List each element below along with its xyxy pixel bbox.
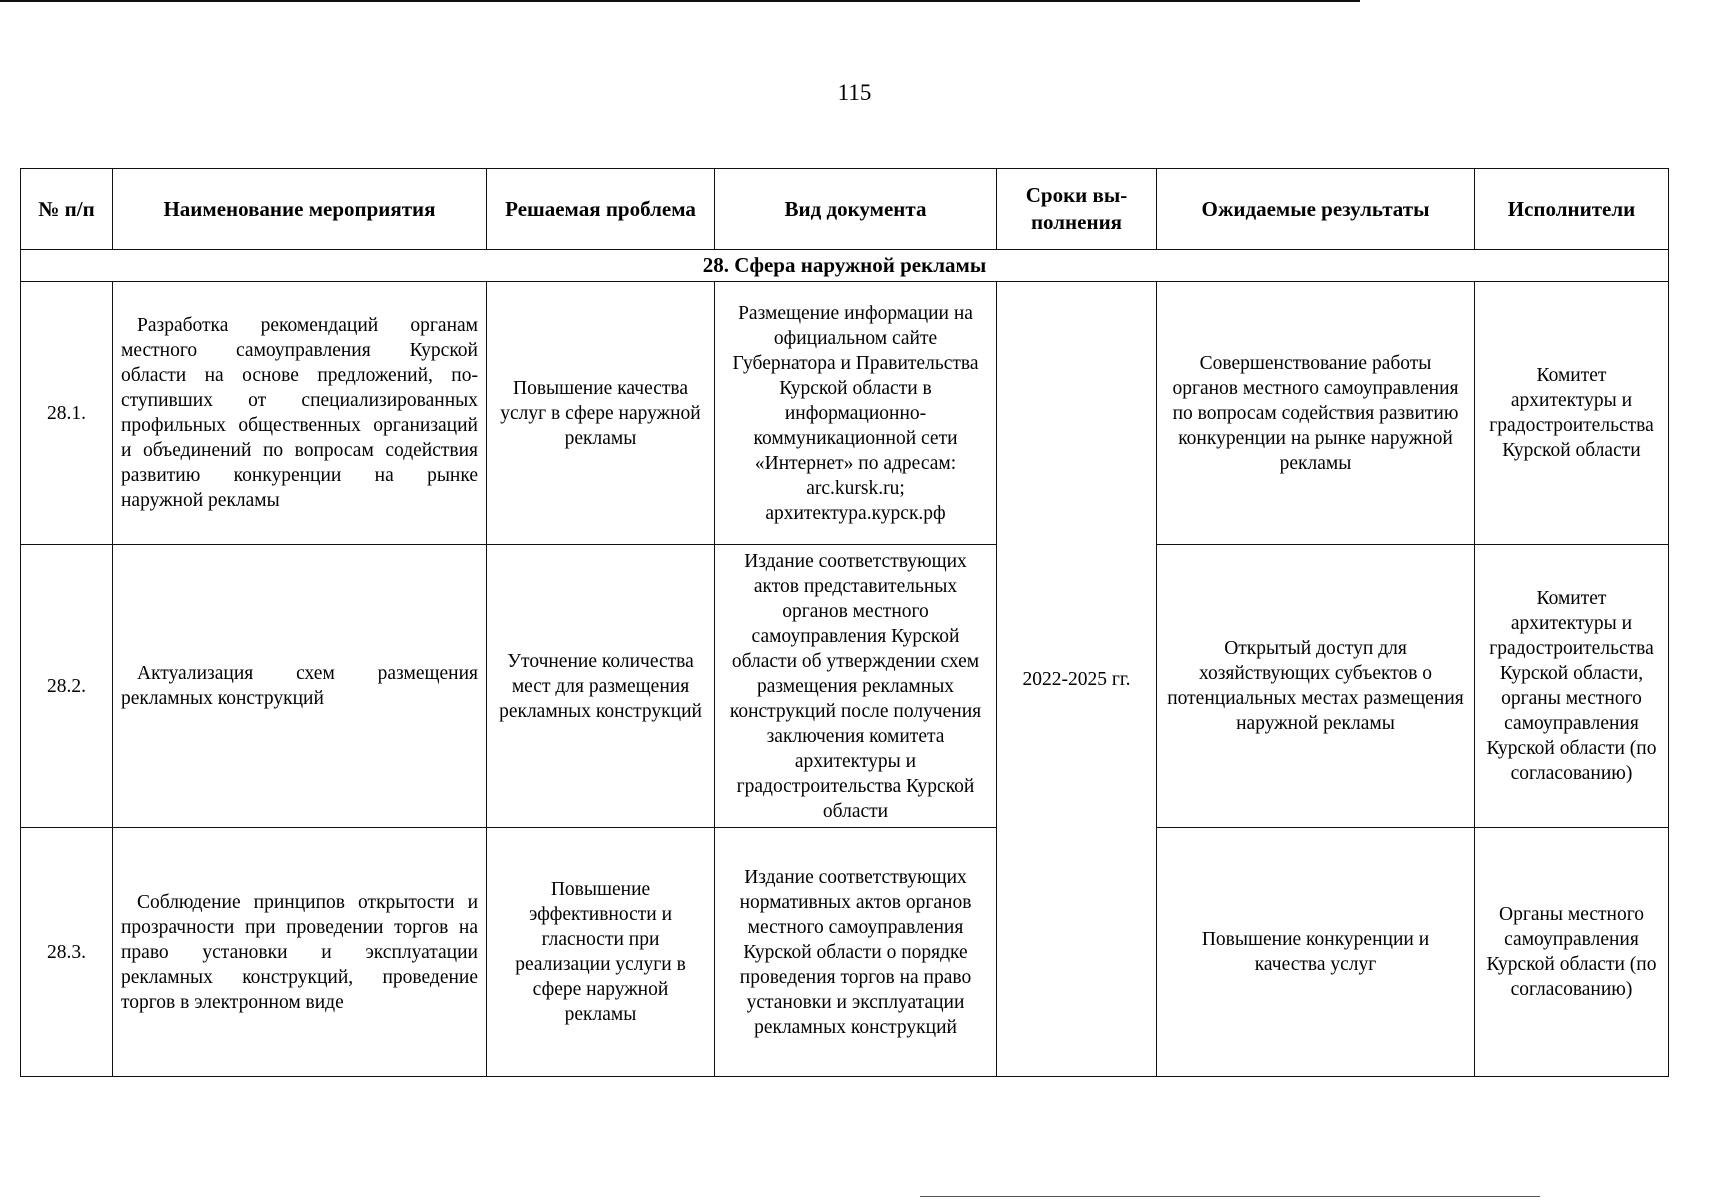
table-row xyxy=(21,282,1669,545)
executor-cell: Комитет архитектуры и градостроительства Курской области xyxy=(1475,282,1669,545)
row-number: 28.2. xyxy=(21,545,113,828)
header-expected-results: Ожидаемые результаты xyxy=(1157,169,1475,250)
result-cell: Повышение конкуренции и качества услуг xyxy=(1157,828,1475,1077)
section-title: 28. Сфера наружной рекламы xyxy=(21,250,1669,282)
measure-name: Соблюдение принципов открытости и прозрачности при проведении торгов на право установки и эксплуатации рекламных конструкций, проведение торгов в электронном виде xyxy=(113,828,487,1077)
measure-name: Актуализация схем размещения рекламных конструкций xyxy=(113,545,487,828)
problem-cell: Повышение эффективности и гласности при реализации услуги в сфере наружной рекламы xyxy=(487,828,715,1077)
row-number: 28.3. xyxy=(21,828,113,1077)
row-number: 28.1. xyxy=(21,282,113,545)
page-number: 115 xyxy=(837,80,872,105)
measure-name: Разработка рекомендаций органам местного самоуправления Курской области на основе предложений, по-ступивших от специализированных профильных общественных организаций и объединений по вопросам содействия развитию конкуренции на рынке наружной рекламы xyxy=(113,282,487,545)
table-row xyxy=(21,828,1669,1077)
result-cell: Совершенствование работы органов местного самоуправления по вопросам содействия развитию конкуренции на рынке наружной рекламы xyxy=(1157,282,1475,545)
header-executors: Исполнители xyxy=(1475,169,1669,250)
measures-table xyxy=(20,168,1669,1077)
header-measure-name: Наименование мероприятия xyxy=(113,169,487,250)
header-document-type: Вид документа xyxy=(715,169,997,250)
document-cell: Издание соответствующих актов представительных органов местного самоуправления Курской области об утверждении схем размещения рекламных конструкций после получения заключения комитета архитектуры и градостроительства Курской области xyxy=(715,545,997,828)
result-cell: Открытый доступ для хозяйствующих субъектов о потенциальных местах размещения наружной рекламы xyxy=(1157,545,1475,828)
table-header-row xyxy=(21,169,1669,250)
section-row xyxy=(21,250,1669,282)
top-border-line xyxy=(0,0,1360,2)
executor-cell: Органы местного самоуправления Курской области (по согласованию) xyxy=(1475,828,1669,1077)
bottom-border-line xyxy=(920,1196,1540,1197)
header-deadline: Сроки вы-полнения xyxy=(997,169,1157,250)
table-row xyxy=(21,545,1669,828)
header-problem: Решаемая проблема xyxy=(487,169,715,250)
problem-cell: Уточнение количества мест для размещения рекламных конструкций xyxy=(487,545,715,828)
problem-cell: Повышение качества услуг в сфере наружной рекламы xyxy=(487,282,715,545)
document-cell: Размещение информации на официальном сайте Губернатора и Правительства Курской области в информационно-коммуникационной сети «Интернет» по адресам: arc.kursk.ru; архитектура.курск.рф xyxy=(715,282,997,545)
header-number: № п/п xyxy=(21,169,113,250)
executor-cell: Комитет архитектуры и градостроительства Курской области, органы местного самоуправления Курской области (по согласованию) xyxy=(1475,545,1669,828)
document-cell: Издание соответствующих нормативных актов органов местного самоуправления Курской области о порядке проведения торгов на право установки и эксплуатации рекламных конструкций xyxy=(715,828,997,1077)
deadline-cell: 2022-2025 гг. xyxy=(997,282,1157,1077)
